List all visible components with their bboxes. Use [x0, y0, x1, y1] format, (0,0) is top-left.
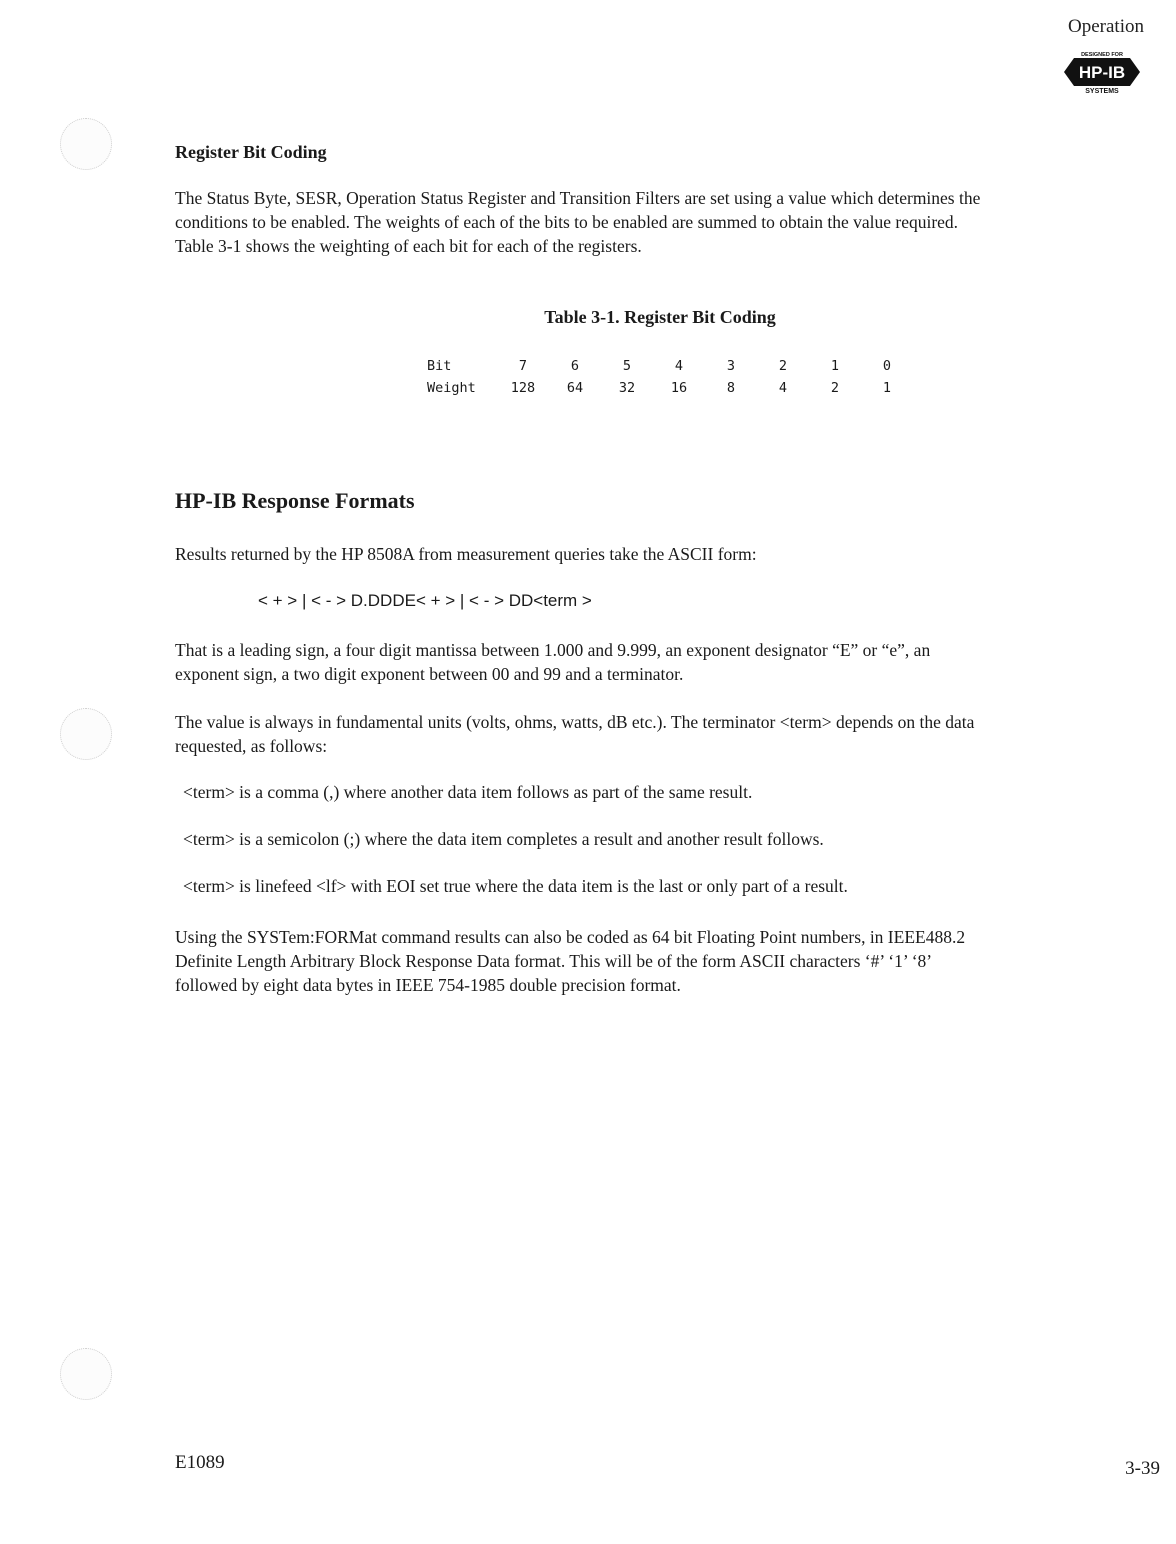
table-cell: 32 [618, 380, 636, 396]
table-cell: 8 [726, 380, 736, 396]
hp-ib-logo [1062, 50, 1142, 94]
format-command-paragraph [175, 925, 1145, 997]
text-line: requested, as follows: [175, 736, 328, 756]
table-cell: 6 [570, 358, 580, 374]
table-caption: Table 3-1. Register Bit Coding [544, 307, 776, 327]
row-label: Weight [427, 380, 476, 396]
register-bit-table [424, 355, 913, 399]
punch-hole-middle [60, 708, 112, 760]
format-explanation-paragraph [175, 638, 1145, 686]
term-item-comma: <term> is a comma (,) where another data item follows as part of the same result. [183, 782, 753, 802]
table-cell: 128 [510, 380, 536, 396]
table-cell: 64 [566, 380, 584, 396]
table-cell: 2 [830, 380, 840, 396]
term-item-linefeed: <term> is linefeed <lf> with EOI set true where the data item is the last or only part of a result. [183, 876, 848, 896]
text-line: Definite Length Arbitrary Block Response Data format. This will be of the form ASCII characters ‘#’ ‘1’ ‘8’ [175, 951, 933, 971]
table-cell: 5 [622, 358, 632, 374]
logo-top-text: DESIGNED FOR [1081, 52, 1123, 58]
punch-hole-top [60, 118, 112, 170]
logo-bottom-text: SYSTEMS [1085, 88, 1119, 94]
running-head: Operation [1068, 16, 1144, 37]
table-cell: 7 [518, 358, 528, 374]
row-label: Bit [427, 358, 452, 374]
response-intro: Results returned by the HP 8508A from measurement queries take the ASCII form: [175, 544, 757, 564]
ascii-format-line: < + > | < - > D.DDDE< + > | < - > DD<term > [258, 591, 592, 610]
table-row-bit [424, 355, 913, 377]
page-number: 3-39 [1125, 1458, 1160, 1479]
register-bit-coding-heading: Register Bit Coding [175, 142, 327, 162]
value-units-paragraph [175, 710, 1145, 758]
text-line: Table 3-1 shows the weighting of each bit for each of the registers. [175, 236, 642, 256]
punch-hole-bottom [60, 1348, 112, 1400]
register-intro-paragraph [175, 186, 1145, 258]
text-line: That is a leading sign, a four digit mantissa between 1.000 and 9.999, an exponent designator “E” or “e”, an [175, 640, 931, 660]
text-line: followed by eight data bytes in IEEE 754-1985 double precision format. [175, 975, 681, 995]
table-cell: 1 [882, 380, 892, 396]
response-formats-heading: HP-IB Response Formats [175, 488, 415, 513]
text-line: The value is always in fundamental units (volts, ohms, watts, dB etc.). The terminator <term> depends on the data [175, 712, 975, 732]
text-line: exponent sign, a two digit exponent between 00 and 99 and a terminator. [175, 664, 684, 684]
table-cell: 2 [778, 358, 788, 374]
table-cell: 16 [670, 380, 688, 396]
text-line: Using the SYSTem:FORMat command results can also be coded as 64 bit Floating Point numbers, in IEEE488.2 [175, 927, 966, 947]
document-id: E1089 [175, 1452, 225, 1473]
logo-main-text: HP-IB [1078, 63, 1126, 82]
table-cell: 0 [882, 358, 892, 374]
table-cell: 1 [830, 358, 840, 374]
text-line: conditions to be enabled. The weights of each of the bits to be enabled are summed to obtain the value required. [175, 212, 959, 232]
term-item-semicolon: <term> is a semicolon (;) where the data item completes a result and another result follows. [183, 829, 824, 849]
table-row-weight [424, 377, 913, 399]
table-cell: 4 [778, 380, 788, 396]
table-cell: 3 [726, 358, 736, 374]
table-cell: 4 [674, 358, 684, 374]
text-line: The Status Byte, SESR, Operation Status Register and Transition Filters are set using a value which determines the [175, 188, 981, 208]
